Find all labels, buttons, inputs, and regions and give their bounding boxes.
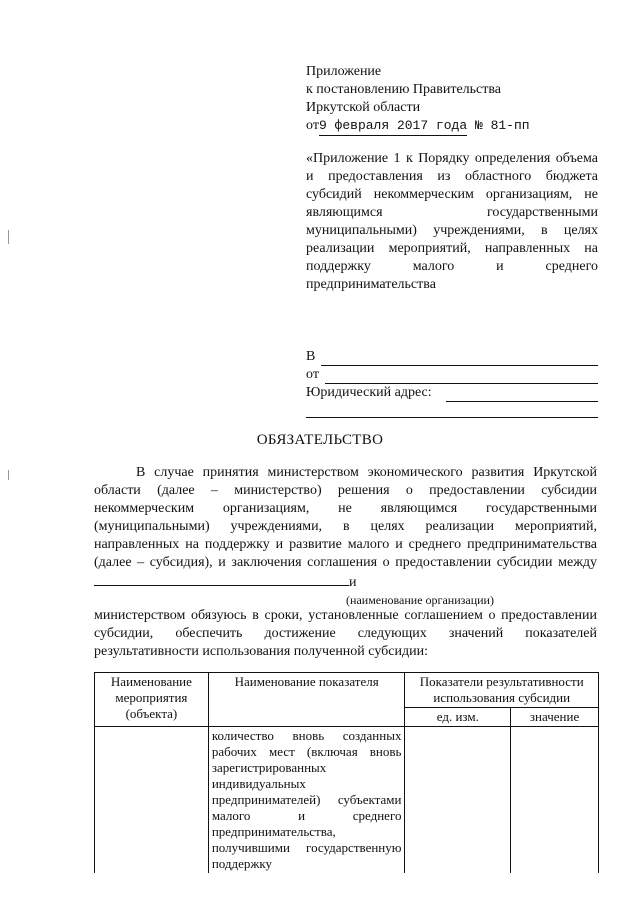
paragraph-1-text: В случае принятия министерством экономического развития Иркутской области (далее – министерство) решения о предоставлении субсидии некоммерческим организациям, не являющимся государственными (муниципальными) учреждениями, в целях реализации мероприятий, направленных на поддержку и развитие малого и среднего предпринимательства (далее – субсидия), и заключения соглашения о предоставлении субсидии между xyxy=(94,465,597,570)
date-day: 9 февраля 2017 года xyxy=(319,117,467,136)
paragraph-2 xyxy=(94,607,597,661)
paragraph-2-text: министерством обязуюсь в сроки, установленные соглашением о предоставлении субсидии, обеспечить достижение следующих значений показателей результативности использования полученной субсидии: xyxy=(94,608,597,659)
address-legal-label: Юридический адрес: xyxy=(306,385,432,400)
appendix-line1: Приложение xyxy=(306,64,382,79)
address-to-line xyxy=(321,352,598,366)
appendix-date xyxy=(306,117,606,136)
address-block xyxy=(306,348,598,418)
date-prefix: от xyxy=(306,118,319,133)
table-header-row xyxy=(95,673,599,708)
org-caption: (наименование организации) xyxy=(346,593,494,607)
address-legal-line xyxy=(446,388,598,402)
appendix-quote-text: «Приложение 1 к Порядку определения объема и предоставления из областного бюджета субсидий некоммерческим организациям, не являющимся государственными муниципальными) учреждениями, в целях реализации мероприятий, направленных на поддержку малого и среднего предпринимательства xyxy=(306,151,598,292)
address-extra-line xyxy=(306,402,598,418)
paragraph-1 xyxy=(94,464,597,592)
document-title: ОБЯЗАТЕЛЬСТВО xyxy=(256,432,384,448)
appendix-quote xyxy=(306,150,598,294)
address-from-line xyxy=(325,370,598,384)
cell-indicator: количество вновь созданных рабочих мест (включая вновь зарегистрированных индивидуальных предпринимателей) субъектами малого и среднего предпринимательства, получившими государственную поддержку xyxy=(208,727,405,874)
appendix-header xyxy=(306,63,606,136)
indicators-table xyxy=(94,672,599,873)
cell-value xyxy=(511,727,599,874)
header-event: Наименование мероприятия (объекта) xyxy=(95,673,209,727)
scan-mark xyxy=(8,230,9,244)
header-indicator: Наименование показателя xyxy=(208,673,405,727)
header-group: Показатели результативности использования субсидии xyxy=(405,673,599,708)
cell-unit xyxy=(405,727,511,874)
cell-event xyxy=(95,727,209,874)
table-row xyxy=(95,727,599,874)
header-value: значение xyxy=(511,708,599,727)
scan-mark xyxy=(8,470,9,480)
appendix-line3: Иркутской области xyxy=(306,100,421,115)
address-to-label: В xyxy=(306,349,316,364)
address-from-label: от xyxy=(306,367,319,382)
address-to-row xyxy=(306,348,598,366)
address-legal-row xyxy=(306,384,598,402)
paragraph-1-end: и xyxy=(349,575,357,590)
date-number: № 81-пп xyxy=(467,118,530,133)
org-name-line xyxy=(94,572,349,586)
header-unit: ед. изм. xyxy=(405,708,511,727)
address-from-row xyxy=(306,366,598,384)
appendix-line2: к постановлению Правительства xyxy=(306,82,502,97)
